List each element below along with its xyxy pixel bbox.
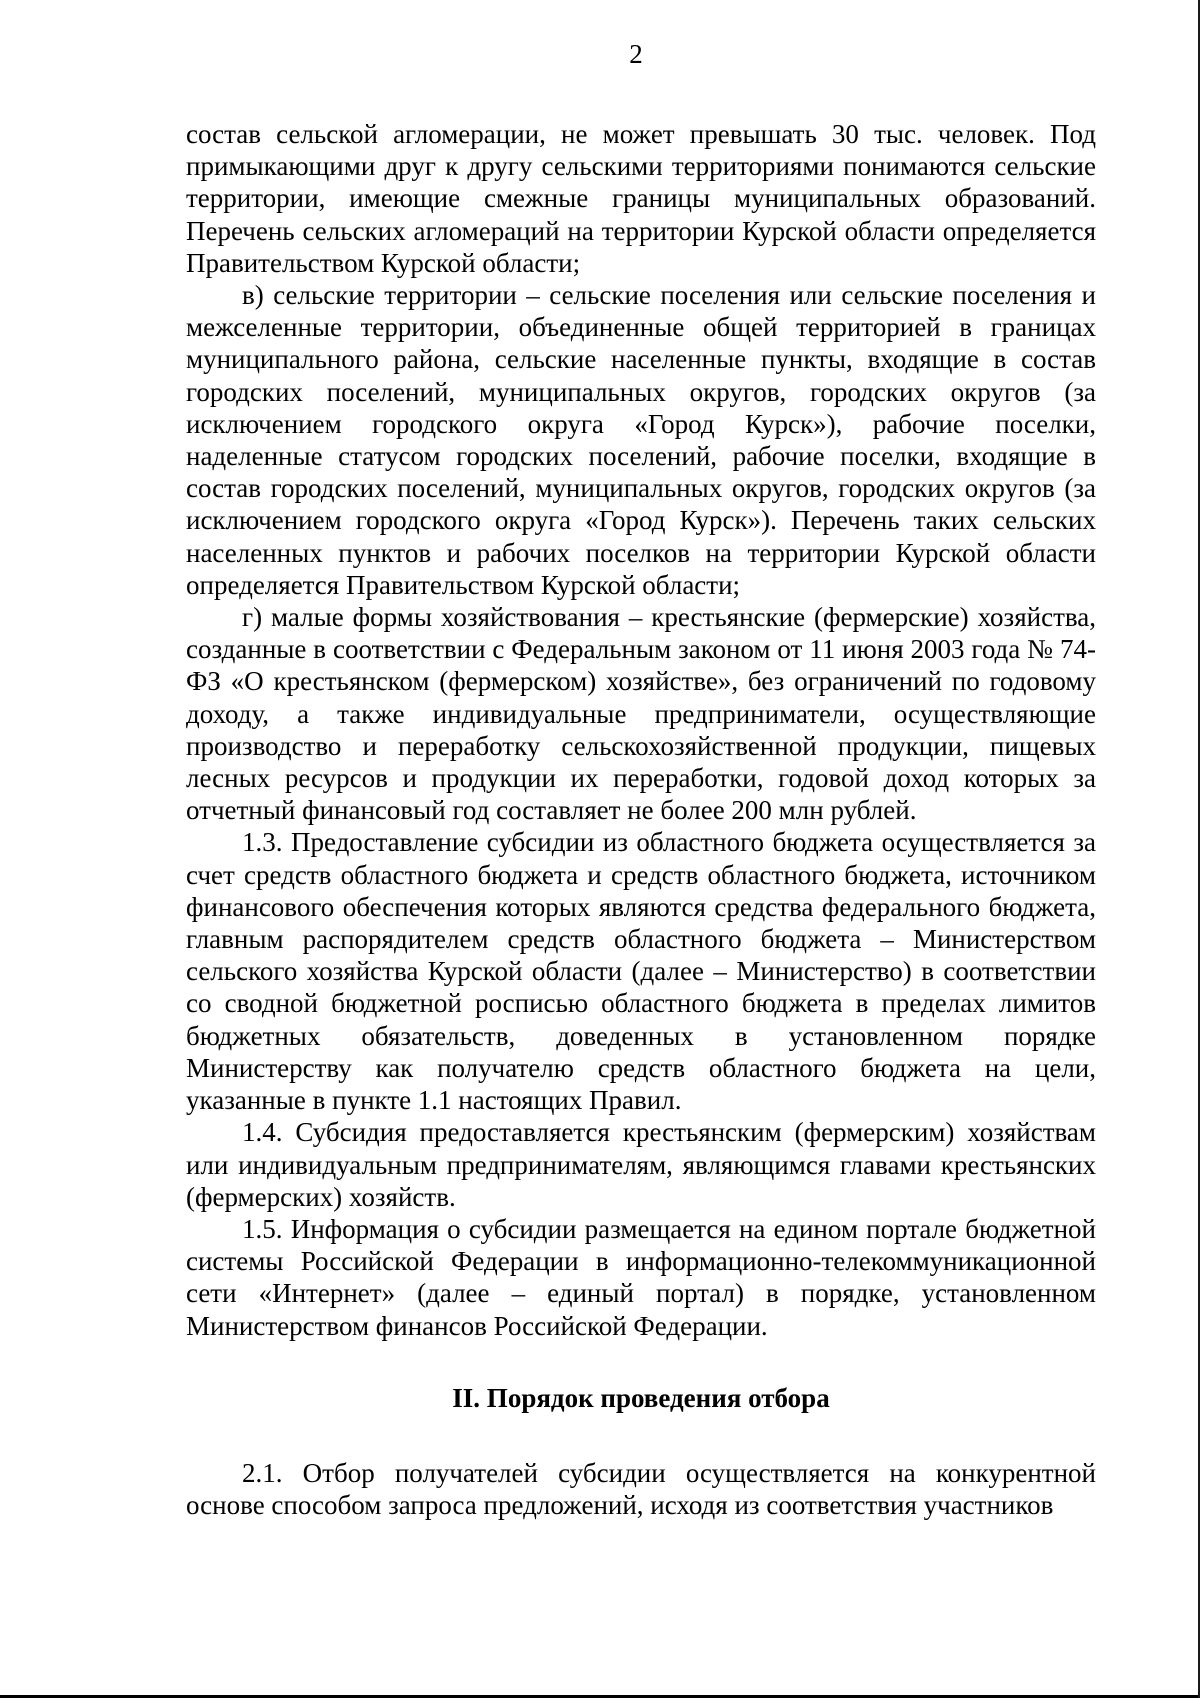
section-heading: II. Порядок проведения отбора xyxy=(452,1382,830,1413)
paragraph-1-3: 1.3. Предоставление субсидии из областного бюджета осуществляется за счет средств областного бюджета и средств областного бюджета, источником финансового обеспечения которых являются средства федерального бюджета, главным распорядителем средств областного бюджета – Министерством сельского хозяйства Курской области (далее – Министерство) в соответствии со сводной бюджетной росписью областного бюджета в пределах лимитов бюджетных обязательств, доведенных в установленном порядке Министерству как получателю средств областного бюджета на цели, указанные в пункте 1.1 настоящих Правил. xyxy=(186,827,1096,1116)
paragraph-rural-territories: в) сельские территории – сельские поселения или сельские поселения и межселенные территории, объединенные общей территорией в границах муниципального района, сельские населенные пункты, входящие в состав городских поселений, муниципальных округов, городских округов (за исключением городского округа «Город Курск»), рабочие поселки, наделенные статусом городских поселений, рабочие поселки, входящие в состав городских поселений, муниципальных округов, городских округов (за исключением городского округа «Город Курск»). Перечень таких сельских населенных пунктов и рабочих поселков на территории Курской области определяется Правительством Курской области; xyxy=(186,280,1096,600)
paragraph-1-4: 1.4. Субсидия предоставляется крестьянским (фермерским) хозяйствам или индивидуальным предпринимателям, являющимся главами крестьянских (фермерских) хозяйств. xyxy=(186,1117,1096,1212)
paragraph-2-1: 2.1. Отбор получателей субсидии осуществляется на конкурентной основе способом запроса предложений, исходя из соответствия участников xyxy=(186,1457,1096,1521)
document-body xyxy=(186,118,1096,1521)
paragraph-agglomeration-continuation: состав сельской агломерации, не может превышать 30 тыс. человек. Под примыкающими друг к другу сельскими территориями понимаются сельские территории, имеющие смежные границы муниципальных образований. Перечень сельских агломераций на территории Курской области определяется Правительством Курской области; xyxy=(186,119,1096,278)
page-number: 2 xyxy=(629,39,643,69)
paragraph-small-farming-forms: г) малые формы хозяйствования – крестьянские (фермерские) хозяйства, созданные в соответствии с Федеральным законом от 11 июня 2003 года № 74-ФЗ «О крестьянском (фермерском) хозяйстве», без ограничений по годовому доходу, а также индивидуальные предприниматели, осуществляющие производство и переработку сельскохозяйственной продукции, пищевых лесных ресурсов и продукции их переработки, годовой доход которых за отчетный финансовый год составляет не более 200 млн рублей. xyxy=(186,602,1096,826)
paragraph-1-5: 1.5. Информация о субсидии размещается на едином портале бюджетной системы Российской Федерации в информационно-телекоммуникационной сети «Интернет» (далее – единый портал) в порядке, установленном Министерством финансов Российской Федерации. xyxy=(186,1213,1096,1341)
